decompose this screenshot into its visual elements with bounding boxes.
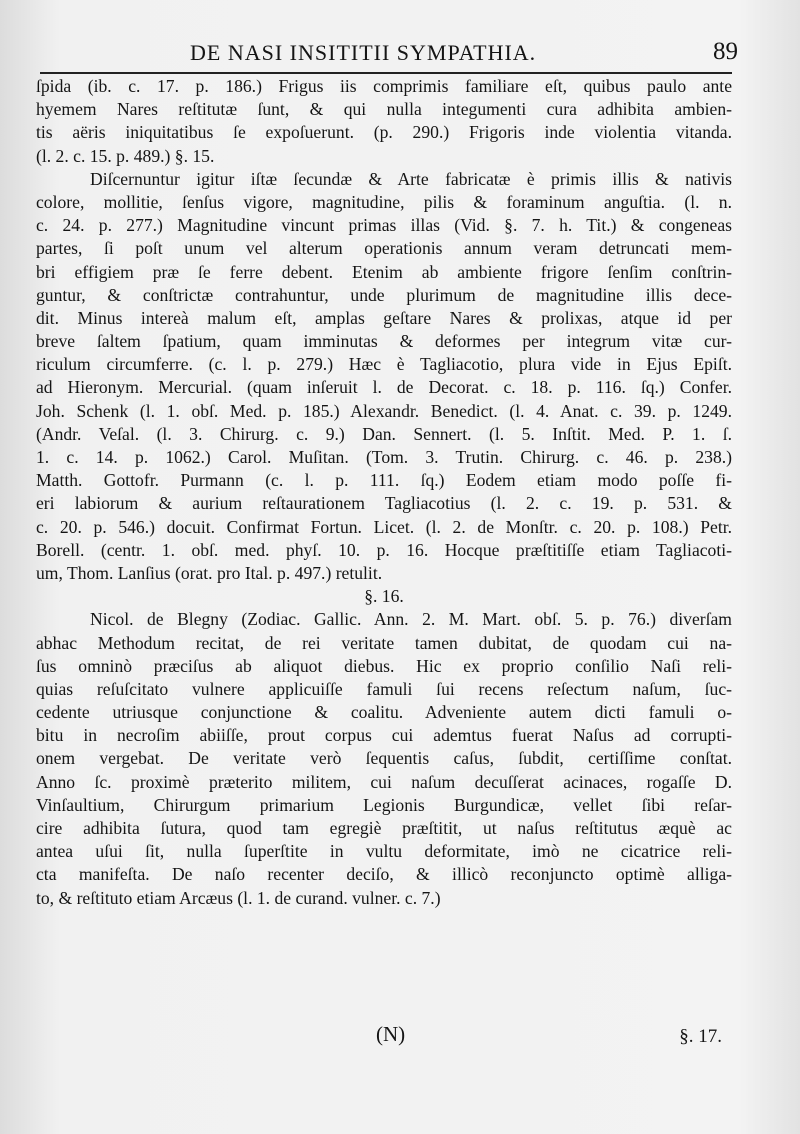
body-text [36, 75, 732, 910]
text-line: tis aëris iniquitatibus ſe expoſuerunt. (p. 290.) Frigoris inde violentia vitanda. [36, 122, 732, 143]
signature-mark: (N) [376, 1022, 406, 1046]
running-title: DE NASI INSITITII SYMPATHIA. [190, 40, 537, 65]
text-line: Matth. Gottofr. Purmann (c. l. p. 111. ſq.) Eodem etiam modo poſſe fi- [36, 470, 732, 491]
text-line: riculum circumferre. (c. l. p. 279.) Hæc è Tagliacotio, plura vide in Ejus Epiſt. [36, 354, 732, 375]
text-line: Borell. (centr. 1. obſ. med. phyſ. 10. p. 16. Hocque præſtitiſſe etiam Tagliacoti- [36, 539, 732, 560]
text-line: c. 24. p. 277.) Magnitudine vincunt primas illas (Vid. §. 7. h. Tit.) & congeneas [36, 215, 732, 236]
text-line: bitu in necroſim abiiſſe, prout corpus cui ademtus fuerat Naſus ad corrupti- [36, 725, 732, 746]
text-line: Joh. Schenk (l. 1. obſ. Med. p. 185.) Alexandr. Benedict. (l. 4. Anat. c. 39. p. 1249. [36, 400, 732, 421]
text-line: cire adhibita ſutura, quod tam egregiè præſtitit, ut naſus reſtitutus æquè ac [36, 818, 732, 838]
text-line: 1. c. 14. p. 1062.) Carol. Muſitan. (Tom. 3. Trutin. Chirurg. c. 46. p. 238.) [36, 447, 732, 467]
text-line: antea uſui ſit, nulla ſuperſtite in vultu deformitate, imò ne cicatrice reli- [36, 841, 732, 862]
text-line: Diſcernuntur igitur iſtæ ſecundæ & Arte fabricatæ è primis illis & nativis [90, 168, 732, 189]
page-header [40, 32, 738, 74]
text-line: cta manifeſta. De naſo recenter deciſo, & illicò reconjuncto optimè alliga- [36, 864, 732, 885]
text-line: ſpida (ib. c. 17. p. 186.) Frigus iis comprimis familiare eſt, quibus paulo ante [36, 76, 732, 96]
text-line: um, Thom. Lanſius (orat. pro Ital. p. 497.) retulit. [36, 562, 383, 583]
text-line: cedente utriusque conjunctione & coalitu. Adveniente autem dicti famuli o- [36, 702, 732, 723]
text-line: c. 20. p. 546.) docuit. Confirmat Fortun. Licet. (l. 2. de Monſtr. c. 20. p. 108.) Petr. [36, 516, 732, 537]
text-line: quias reſuſcitato vulnere applicuiſſe famuli ſui recens reſectum naſum, ſuc- [36, 678, 732, 699]
text-line: to, & reſtituto etiam Arcæus (l. 1. de curand. vulner. c. 7.) [36, 887, 441, 908]
text-line: (l. 2. c. 15. p. 489.) §. 15. [36, 145, 215, 166]
text-line: ſus omninò præciſus ab aliquot diebus. Hic ex proprio conſilio Naſi reli- [36, 655, 732, 676]
text-line: (Andr. Veſal. (l. 3. Chirurg. c. 9.) Dan. Sennert. (l. 5. Inſtit. Med. P. 1. ſ. [36, 423, 732, 444]
text-line: hyemem Nares reſtitutæ ſunt, & qui nulla integumenti cura adhibita ambien- [36, 99, 732, 120]
text-line: onem vergebat. De veritate verò ſequentis caſus, ſubdit, certiſſime conſtat. [36, 748, 732, 769]
text-line: Vinſaultium, Chirurgum primarium Legionis Burgundicæ, vellet ſibi reſar- [36, 794, 732, 815]
text-line: abhac Methodum recitat, de rei veritate tamen dubitat, de quodam cui na- [36, 632, 732, 653]
page-footer [36, 1022, 732, 1052]
text-line: colore, mollitie, ſenſus vigore, magnitudine, pilis & foraminum anguſtia. (l. n. [36, 191, 732, 212]
text-line: Anno ſc. proximè præterito militem, cui naſum decuſſerat acinaces, rogaſſe D. [36, 771, 732, 792]
text-line: partes, ſi poſt unum vel alterum operationis annum veram detruncati mem- [36, 238, 732, 259]
text-line: dit. Minus intereà malum eſt, amplas geſtare Nares & prolixas, atque id per [36, 307, 732, 328]
text-line: bri effigiem præ ſe ferre debent. Etenim ab ambiente frigore ſenſim conſtrin- [36, 261, 732, 282]
text-line: Nicol. de Blegny (Zodiac. Gallic. Ann. 2. M. Mart. obſ. 5. p. 76.) diverſam [90, 609, 732, 630]
page-number: 89 [713, 38, 738, 65]
catchword: §. 17. [679, 1026, 722, 1047]
text-line: eri labiorum & aurium reſtaurationem Tagliacotius (l. 2. c. 19. p. 531. & [36, 493, 732, 514]
text-line: ad Hieronym. Mercurial. (quam inſeruit l. de Decorat. c. 18. p. 116. ſq.) Confer. [36, 377, 732, 398]
text-line: breve ſaltem ſpatium, quam imminutas & deformes per integrum vitæ cur- [36, 331, 732, 352]
text-line: guntur, & conſtrictæ contrahuntur, unde plurimum de magnitudine illis dece- [36, 284, 732, 305]
section-heading: §. 16. [364, 586, 404, 607]
